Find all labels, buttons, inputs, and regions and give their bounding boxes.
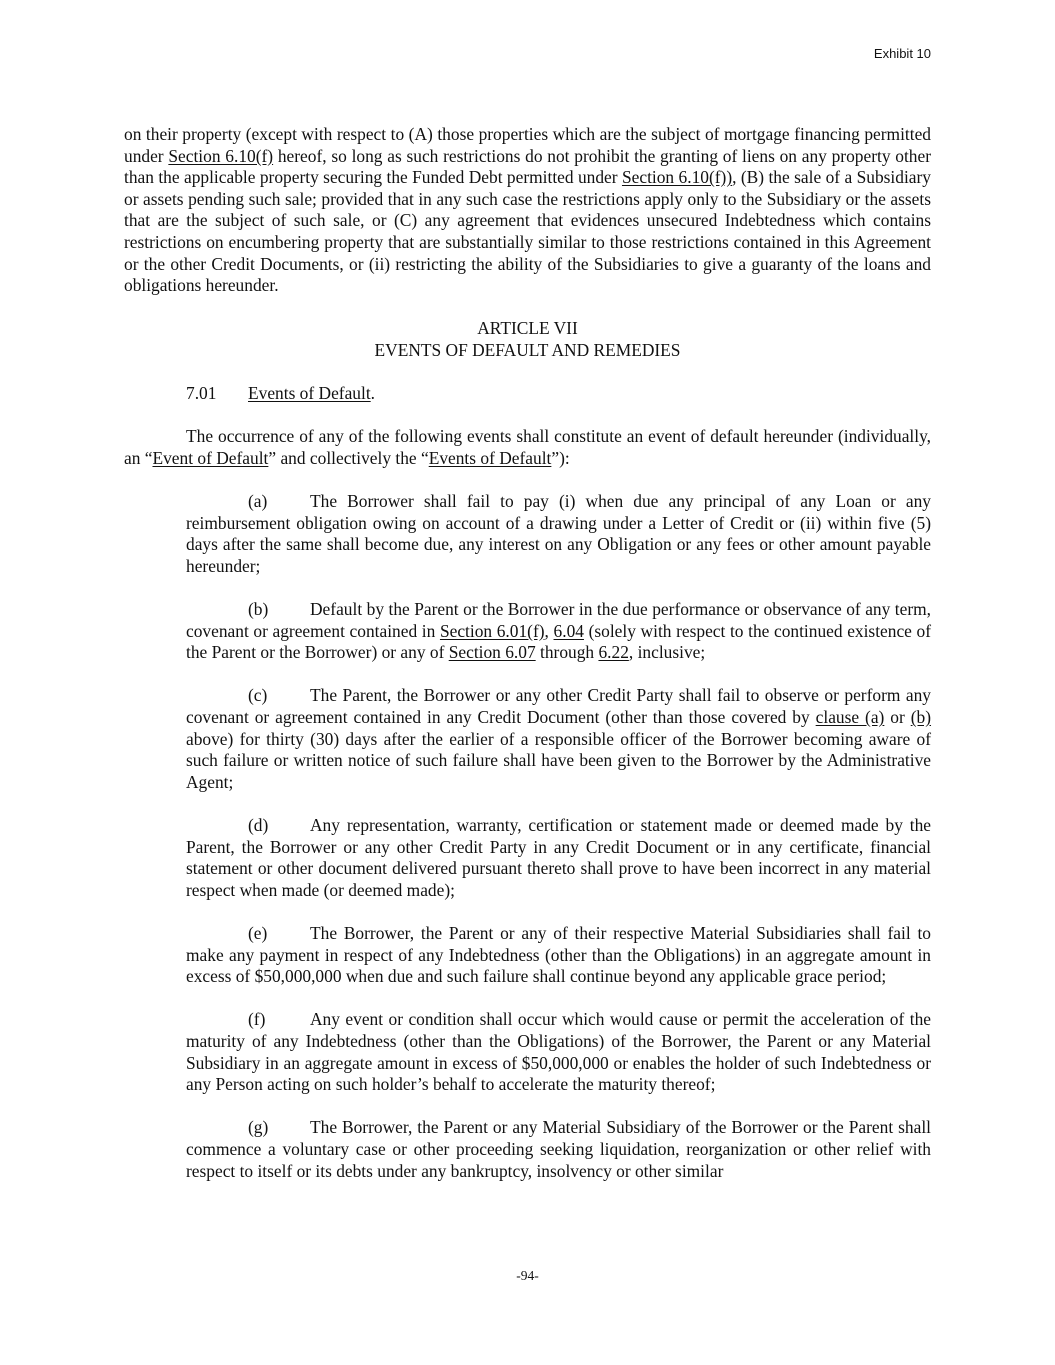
exhibit-label: Exhibit 10: [873, 46, 931, 61]
clause-c: (c) The Parent, the Borrower or any other Credit Party shall fail to observe or perform any covenant or agreement contained in any Credit Document (other than those covered by clause (a) or (b) above) for thirty (30) days after the earlier of a responsible officer of the Borrower becoming aware of such failure or written notice of such failure shall have been given to the Borrower by the Administrative Agent;: [186, 685, 932, 792]
section-reference-link: Section 6.10(f)): [621, 167, 733, 188]
section-reference-link: Section 6.01(f): [439, 620, 545, 641]
section-heading: 7.01 Events of Default.: [186, 383, 376, 404]
section-reference-link: 6.22: [598, 642, 629, 663]
clause-label: (g): [248, 1117, 269, 1138]
section-title: Events of Default: [248, 383, 371, 404]
clause-label: (a): [248, 491, 268, 512]
article-title: EVENTS OF DEFAULT AND REMEDIES: [374, 339, 681, 360]
clause-a: (a) The Borrower shall fail to pay (i) when due any principal of any Loan or any reimbursement obligation owing on account of a drawing under a Letter of Credit or (ii) within five (5) days after the same shall become due, any interest on any Obligation or any fees or other amount payable hereunder;: [186, 491, 931, 576]
article-number: ARTICLE VII: [477, 318, 578, 339]
clause-label: (c): [248, 685, 268, 706]
article-heading: [124, 318, 931, 361]
clause-label: (b): [248, 599, 269, 620]
clause-reference-link: (b): [910, 707, 932, 728]
clause-d: (d) Any representation, warranty, certification or statement made or deemed made by the Parent, the Borrower or any other Credit Party in any Credit Document or in any certificate, financial statement or other document delivered pursuant thereto shall prove to have been incorrect in any material respect when made (or deemed made);: [186, 815, 931, 900]
clause-label: (d): [248, 815, 269, 835]
section-number: 7.01: [186, 383, 217, 404]
section-reference-link: Section 6.07: [448, 642, 536, 663]
clause-b: (b) Default by the Parent or the Borrower in the due performance or observance of any term, covenant or agreement contained in Section 6.01(f), 6.04 (solely with respect to the continued existence of the Parent or the Borrower) or any of Section 6.07 through 6.22, inclusive;: [186, 599, 932, 663]
clause-g: (g) The Borrower, the Parent or any Material Subsidiary of the Borrower or the Parent shall commence a voluntary case or other proceeding seeking liquidation, reorganization or other relief with respect to itself or its debts under any bankruptcy, insolvency or other similar: [186, 1117, 931, 1181]
section-reference-link: Section 6.10(f): [168, 145, 274, 166]
defined-term: Events of Default: [428, 447, 552, 468]
continuation-paragraph: on their property (except with respect to (A) those properties which are the subject of mortgage financing permitted under Section 6.10(f) hereof, so long as such restrictions do not prohibit the granting of liens on any property other than the applicable property securing the Funded Debt permitted under Section 6.10(f)), (B) the sale of a Subsidiary or assets pending such sale; provided that in any such case the restrictions apply only to the Subsidiary or the assets that are the subject of such sale, or (C) any agreement that evidences unsecured Indebtedness which contains restrictions on encumbering property that are substantially similar to those restrictions contained in this Agreement or the other Credit Documents, or (ii) restricting the ability of the Subsidiaries to give a guaranty of the loans and obligations hereunder.: [124, 124, 932, 296]
clause-f: (f) Any event or condition shall occur which would cause or permit the acceleration of the maturity of any Indebtedness (other than the Obligations) of the Borrower, the Parent or any Material Subsidiary in an aggregate amount in excess of $50,000,000 or enables the holder of such Indebtedness or any Person acting on such holder’s behalf to accelerate the maturity thereof;: [186, 1009, 931, 1095]
intro-paragraph: The occurrence of any of the following events shall constitute an event of default hereunder (individually, an “Event of Default” and collectively the “Events of Default”):: [124, 426, 931, 468]
clause-label: (e): [248, 922, 268, 943]
document-body: [124, 124, 931, 1204]
clause-e: (e) The Borrower, the Parent or any of their respective Material Subsidiaries shall fail to make any payment in respect of any Indebtedness (other than the Obligations) in an aggregate amount in excess of $50,000,000 when due and such failure shall continue beyond any applicable grace period;: [186, 922, 931, 987]
clause-reference-link: clause (a): [815, 707, 885, 728]
clause-label: (f): [248, 1009, 266, 1030]
section-reference-link: 6.04: [553, 620, 584, 641]
page-number: -94-: [516, 1268, 539, 1283]
defined-term: Event of Default: [152, 447, 269, 468]
